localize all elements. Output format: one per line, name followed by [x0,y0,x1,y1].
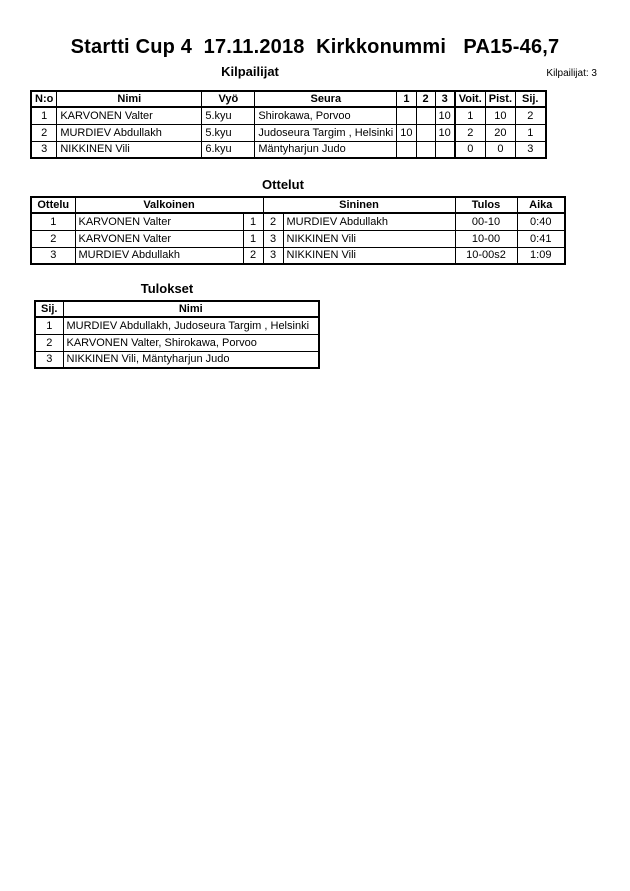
cell-blue-no: 3 [263,230,283,247]
cell-sij: 3 [35,351,63,368]
table-row [35,317,319,334]
table-row [31,141,546,158]
results-table [34,300,320,369]
cell-ottelu: 3 [31,247,75,264]
cell-white-no: 1 [243,230,263,247]
cell-pist: 0 [485,141,515,158]
cell-nimi: KARVONEN Valter [57,107,202,124]
cell-score-3 [435,141,455,158]
cell-nimi: NIKKINEN Vili [57,141,202,158]
matches-table [30,196,566,265]
col-header-no: N:o [31,91,57,107]
cell-nimi: NIKKINEN Vili, Mäntyharjun Judo [63,351,319,368]
col-header-sininen: Sininen [263,197,455,213]
cell-voit: 1 [455,107,486,124]
table-row [35,334,319,351]
cell-sininen: NIKKINEN Vili [283,247,455,264]
col-header-ottelu: Ottelu [31,197,75,213]
table-row [31,213,565,230]
col-header-1: 1 [397,91,416,107]
cell-score-2 [416,107,435,124]
cell-blue-no: 2 [263,213,283,230]
col-header-aika: Aika [517,197,565,213]
cell-ottelu: 2 [31,230,75,247]
cell-blue-no: 3 [263,247,283,264]
cell-valkoinen: MURDIEV Abdullakh [75,247,243,264]
cell-score-3: 10 [435,107,455,124]
table-row [31,107,546,124]
cell-sininen: NIKKINEN Vili [283,230,455,247]
cell-tulos: 10-00s2 [455,247,517,264]
cell-aika: 0:41 [517,230,565,247]
cell-score-2 [416,124,435,141]
matches-heading: Ottelut [262,177,304,192]
col-header-2: 2 [416,91,435,107]
col-header-valkoinen: Valkoinen [75,197,263,213]
cell-sij: 1 [35,317,63,334]
cell-sij: 1 [516,124,546,141]
cell-vyo: 5.kyu [202,124,255,141]
cell-sij: 2 [516,107,546,124]
cell-no: 2 [31,124,57,141]
cell-valkoinen: KARVONEN Valter [75,230,243,247]
cell-score-2 [416,141,435,158]
cell-white-no: 1 [243,213,263,230]
col-header-3: 3 [435,91,455,107]
cell-seura: Judoseura Targim , Helsinki [255,124,397,141]
competitors-heading: Kilpailijat [221,64,279,79]
col-header-sij: Sij. [516,91,546,107]
col-header-seura: Seura [255,91,397,107]
table-row [31,124,546,141]
cell-nimi: MURDIEV Abdullakh [57,124,202,141]
col-header-nimi: Nimi [63,301,319,317]
table-row [31,230,565,247]
cell-no: 3 [31,141,57,158]
cell-no: 1 [31,107,57,124]
cell-seura: Mäntyharjun Judo [255,141,397,158]
cell-seura: Shirokawa, Porvoo [255,107,397,124]
col-header-nimi: Nimi [57,91,202,107]
col-header-tulos: Tulos [455,197,517,213]
col-header-pist: Pist. [485,91,515,107]
cell-score-1: 10 [397,124,416,141]
cell-white-no: 2 [243,247,263,264]
cell-pist: 10 [485,107,515,124]
matches-header-row [31,197,565,213]
cell-tulos: 00-10 [455,213,517,230]
cell-valkoinen: KARVONEN Valter [75,213,243,230]
results-heading: Tulokset [140,281,194,296]
cell-score-1 [397,107,416,124]
competitors-header-row [31,91,546,107]
table-row [35,351,319,368]
results-header-row [35,301,319,317]
col-header-voit: Voit. [455,91,486,107]
cell-nimi: MURDIEV Abdullakh, Judoseura Targim , Helsinki [63,317,319,334]
cell-score-3: 10 [435,124,455,141]
cell-sij: 2 [35,334,63,351]
cell-vyo: 6.kyu [202,141,255,158]
competitor-count-label: Kilpailijat: 3 [546,68,597,79]
page-title: Startti Cup 4 17.11.2018 Kirkkonummi PA15-46,7 [70,36,560,58]
cell-aika: 0:40 [517,213,565,230]
cell-sininen: MURDIEV Abdullakh [283,213,455,230]
cell-voit: 0 [455,141,486,158]
cell-voit: 2 [455,124,486,141]
cell-vyo: 5.kyu [202,107,255,124]
cell-nimi: KARVONEN Valter, Shirokawa, Porvoo [63,334,319,351]
table-row [31,247,565,264]
cell-sij: 3 [516,141,546,158]
cell-tulos: 10-00 [455,230,517,247]
col-header-sij: Sij. [35,301,63,317]
cell-score-1 [397,141,416,158]
cell-pist: 20 [485,124,515,141]
cell-ottelu: 1 [31,213,75,230]
cell-aika: 1:09 [517,247,565,264]
competitors-table [30,90,547,159]
col-header-vyo: Vyö [202,91,255,107]
